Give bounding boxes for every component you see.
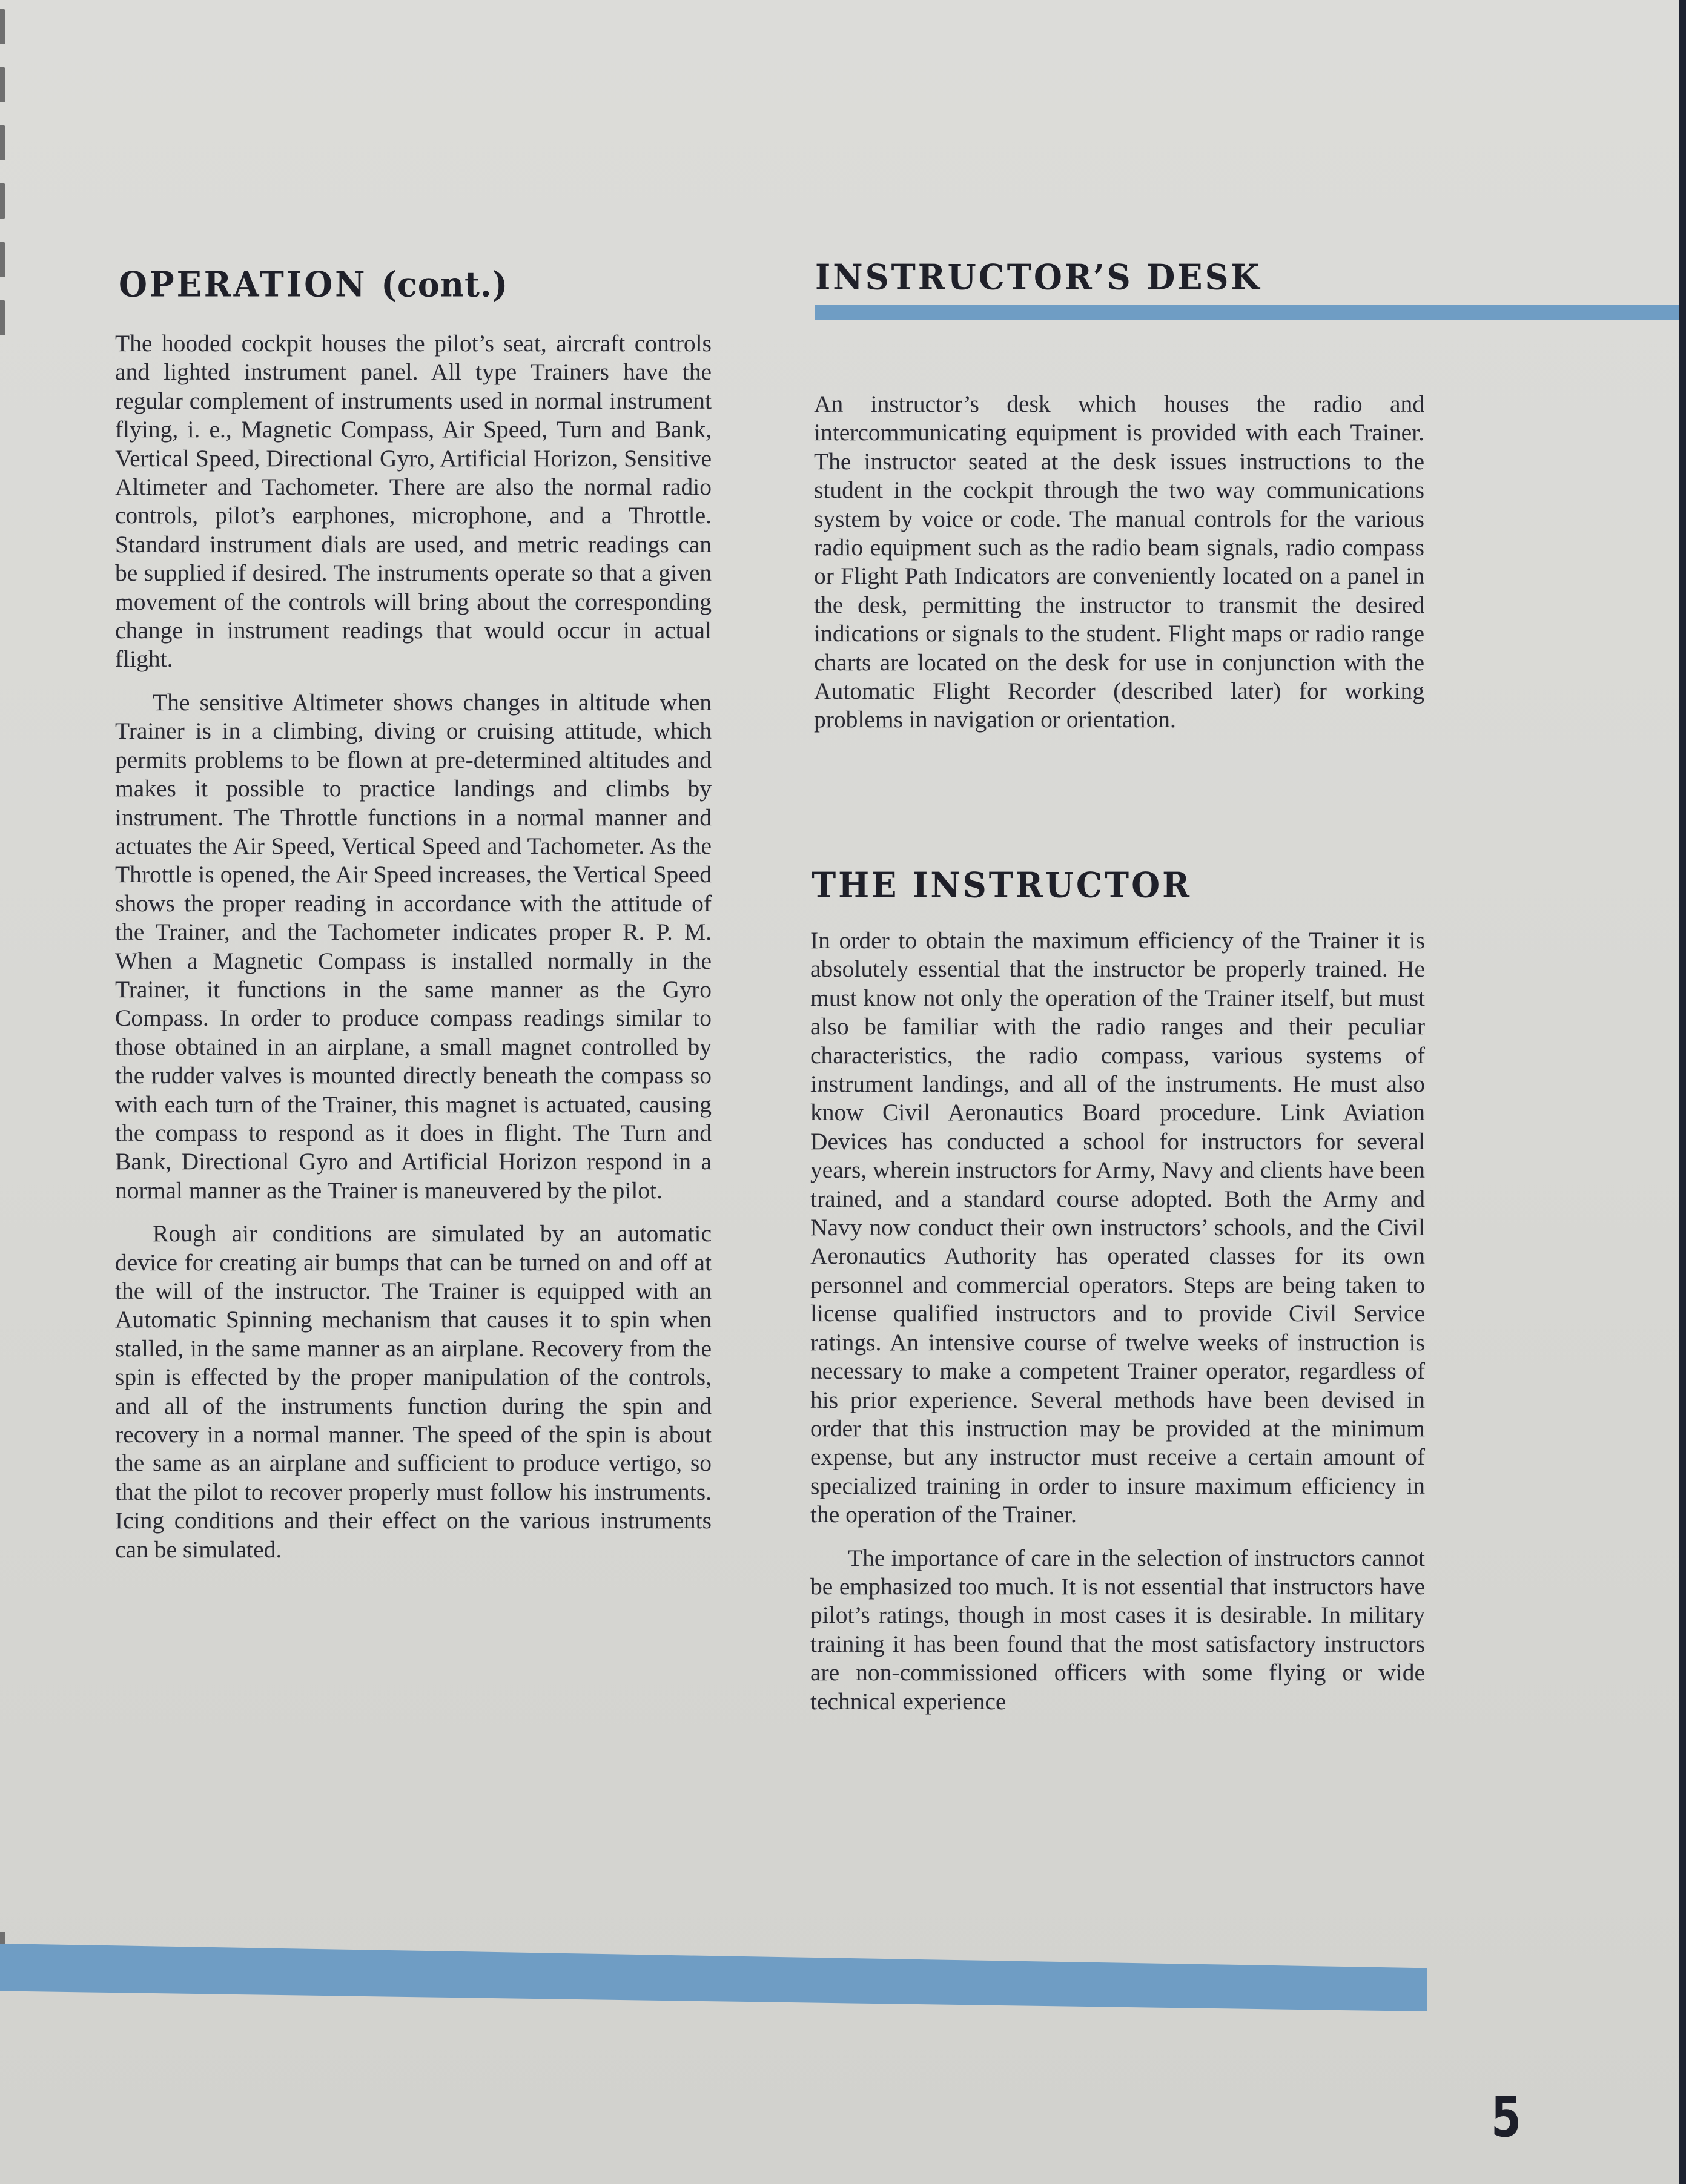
binding-mark [0,183,5,219]
accent-rule-top [815,305,1679,320]
paragraph: The sensitive Altimeter shows changes in altitude when Trainer is in a climbing, diving or cruising attitude, which permits problems to be flown at pre-determined altitudes and makes it possible to practice landings and climbs by instrument. The Throttle functions in a normal manner and actuates the Air Speed, Vertical Speed and Tachometer. As the Throttle is opened, the Air Speed increases, the Vertical Speed shows the proper reading in accordance with the attitude of the Trainer, and the Tachometer indicates proper R. P. M. When a Magnetic Compass is installed normally in the Trainer, it functions in the same manner as the Gyro Compass. In order to produce compass readings similar to those obtained in an airplane, a small magnet controlled by the rudder valves is mounted directly beneath the compass so with each turn of the Trainer, this magnet is actuated, causing the compass to respond as it does in flight. The Turn and Bank, Directional Gyro and Artificial Horizon respond in a normal manner as the Trainer is maneuvered by the pilot. [115,688,712,1204]
heading-suffix: (cont.) [381,264,509,305]
heading-text: THE INSTRUCTOR [812,865,1192,906]
paragraph: The hooded cockpit houses the pilot’s seat, aircraft controls and lighted instrument panel. All type Trainers have the regular complement of instruments used in normal instrument flying, i. e., Magnetic Compass, Air Speed, Turn and Bank, Vertical Speed, Directional Gyro, Artificial Horizon, Sensitive Altimeter and Tachometer. There are also the normal radio controls, pilot’s earphones, microphone, and a Throttle. Standard instrument dials are used, and metric readings can be supplied if desired. The instruments operate so that a given movement of the controls will bring about the corresponding change in instrument readings that would occur in actual flight. [115,330,712,673]
accent-rule-bottom [0,1944,1427,2011]
paragraph: The importance of care in the selection of instructors cannot be emphasized too much. It is not essential that instructors have pilot’s ratings, though in most cases it is desirable. In military training it has been found that the most satisfactory instructors are non-commissioned officers with some flying or wide technical experience [810,1544,1425,1715]
paragraph: In order to obtain the maximum efficiency of the Trainer it is absolutely essential that the instructor be properly trained. He must know not only the operation of the Trainer itself, but must also be familiar with the radio ranges and their peculiar characteristics, the radio compass, various systems of instrument landings, and all of the instruments. He must also know Civil Aeronautics Board procedure. Link Aviation Devices has conducted a school for instructors for several years, wherein instructors for Army, Navy and clients have been trained, and a standard course adopted. Both the Army and Navy now conduct their own instructors’ schools, and the Civil Aeronautics Authority has operated classes for its own personnel and commercial operators. Steps are being taken to license qualified instructors and to provide Civil Service ratings. An intensive course of twelve weeks of instruction is necessary to make a competent Trainer operator, regardless of his prior experience. Several methods have been devised in order that this instruction may be provided at the minimum expense, but any instructor must receive a certain amount of specialized training in order to insure maximum efficiency in the operation of the Trainer. [810,927,1425,1528]
paragraph: An instructor’s desk which houses the radio and intercommunicating equipment is provided with each Trainer. The instructor seated at the desk issues instructions to the student in the cockpit through the two way communications system by voice or code. The manual controls for the various radio equipment such as the radio beam signals, radio compass or Flight Path Indicators are conveniently located on a panel in the desk, permitting the instructor to transmit the desired indications or signals to the student. Flight maps or radio range charts are located on the desk for use in conjunction with the Automatic Flight Recorder (described later) for working problems in navigation or orientation. [814,391,1424,733]
binding-mark [0,9,5,44]
paragraph: Rough air conditions are simulated by an automatic device for creating air bumps that can be turned on and off at the will of the instructor. The Trainer is equipped with an Automatic Spinning mechanism that causes it to spin when stalled, in the same manner as an airplane. Recovery from the spin is effected by the proper manipulation of the controls, and all of the instruments function during the spin and recovery in a normal manner. The speed of the spin is about the same as an airplane and sufficient to produce vertigo, so that the pilot to recover properly must follow his instruments. Icing conditions and their effect on the various instruments can be simulated. [115,1220,712,1563]
heading-text: OPERATION [119,264,368,305]
section-heading-instructors-desk [815,257,1261,297]
left-column-body [115,329,712,1579]
section-heading-the-instructor [812,865,1192,905]
heading-text: INSTRUCTOR’S DESK [815,257,1262,298]
section-heading-operation [119,264,508,305]
binding-mark [0,242,5,277]
the-instructor-body [810,926,1425,1730]
instructors-desk-body [814,390,1424,749]
binding-mark [0,125,5,160]
binding-mark [0,67,5,102]
binding-mark [0,300,5,335]
page-edge [1679,0,1686,2184]
page-number: 5 [1491,2085,1521,2149]
